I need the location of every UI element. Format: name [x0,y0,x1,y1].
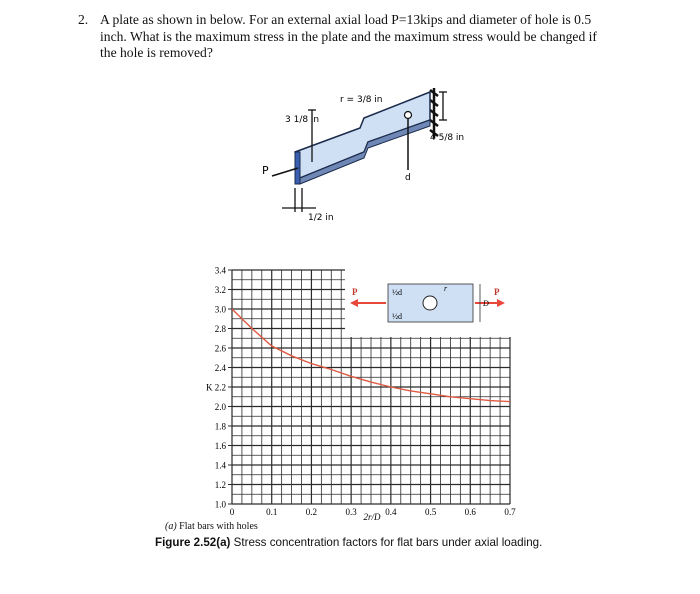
figure-caption-number: Figure 2.52(a) [155,536,231,549]
x-tick-label: 0.3 [345,507,357,517]
stress-concentration-chart [190,262,530,524]
wall-support [430,88,438,138]
inset-radius: r [444,284,448,293]
x-axis-label: 2r/D [363,512,381,522]
y-tick-label: 3.2 [214,285,226,295]
hole [405,112,412,119]
y-tick-label: 1.0 [214,499,226,510]
y-tick-label: 2.8 [214,324,226,334]
question-number: 2. [78,12,89,27]
y-tick-label: 1.6 [214,441,226,451]
figure-sub-label-letter: (a) [165,521,177,532]
x-tick-label: 0.1 [266,507,278,517]
y-tick-label: 1.4 [214,460,226,471]
x-tick-label: 0.4 [385,507,397,517]
x-tick-label: 0 [229,507,235,517]
question-line-3: the hole is removed? [100,45,213,60]
y-tick-label: 2.4 [214,363,226,373]
question-line-2: inch. What is the maximum stress in the plate and the maximum stress would be changed if [100,28,597,44]
label-load: P [262,164,269,177]
figure-caption [155,536,542,549]
inset-diagram [345,267,515,337]
question-text [100,12,640,62]
x-tick-label: 0.5 [424,507,437,517]
figure-caption-text: Stress concentration factors for flat bars under axial loading. [233,536,543,549]
y-tick-label: 3.0 [214,304,226,315]
inset-hole [423,296,437,310]
y-tick-label: K 2.2 [206,382,226,393]
y-tick-label: 1.2 [214,480,226,490]
question-line-1: A plate as shown in below. For an external axial load P=13kips and diameter of hole is 0.5 [100,12,592,27]
y-tick-label: 1.8 [214,421,226,432]
label-thickness: 1/2 in [308,213,334,223]
inset-width: D [483,299,489,308]
figure-sub-label [165,521,258,532]
inset-load-right: P [494,287,500,297]
label-width-left: 3 1/8 in [285,115,320,125]
figure-sub-label-text: Flat bars with holes [179,521,258,532]
y-tick-label: 2.6 [214,343,226,354]
label-fillet-radius: r = 3/8 in [340,95,383,105]
label-hole-diameter: d [405,173,411,183]
x-tick-label: 0.6 [464,507,476,517]
y-tick-label: 3.4 [214,265,226,276]
plate-sketch [240,80,470,230]
x-tick-label: 0.7 [504,507,516,517]
inset-top-dim: ½d [392,288,402,297]
inset-load-left: P [352,287,358,297]
x-tick-label: 0.2 [305,507,318,517]
label-width-right: 4 5/8 in [430,133,465,143]
y-tick-label: 2.0 [214,402,226,412]
inset-bottom-dim: ½d [392,312,402,321]
